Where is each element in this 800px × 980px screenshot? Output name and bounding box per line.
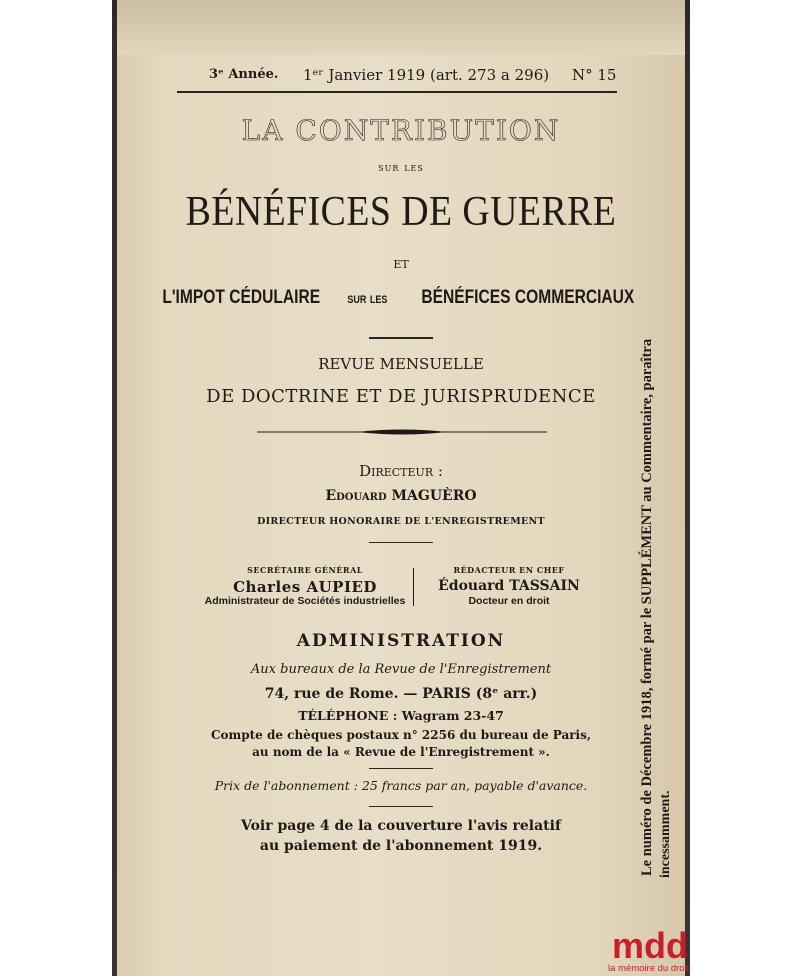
title-impot-cedulaire: L'IMPOT CÉDULAIRE <box>161 287 320 308</box>
mdd-logo-tagline: la mémoire du droit <box>608 963 690 974</box>
short-rule-2 <box>369 542 433 543</box>
administration-bureaux: Aux bureaux de la Revue de l'Enregistrement <box>250 662 552 677</box>
administration-cheques: Compte de chèques postaux n° 2256 du bureau de Paris, <box>210 728 592 742</box>
short-rule-4 <box>369 806 433 807</box>
director-name: Edouard MAGUÈRO <box>325 488 477 504</box>
administration-telephone: TÉLÉPHONE : Wagram 23-47 <box>298 708 504 723</box>
title-contribution: LA CONTRIBUTION <box>241 114 561 147</box>
header-date: 1ᵉʳ Janvier 1919 (art. 273 a 296) <box>303 66 550 84</box>
column-separator <box>413 568 414 606</box>
header-rule <box>177 91 617 93</box>
editor-label: RÉDACTEUR EN CHEF <box>453 565 565 575</box>
short-rule-1 <box>369 337 433 339</box>
subtitle-revue: REVUE MENSUELLE <box>318 355 484 373</box>
director-label: Directeur : <box>359 462 443 480</box>
ornamental-divider <box>257 426 547 438</box>
side-note-line-1: Le numéro de Décembre 1918, formé par le SUPPLÉMENT au Commentaire, paraîtra <box>639 338 655 876</box>
subtitle-doctrine: DE DOCTRINE ET DE JURISPRUDENCE <box>206 386 596 407</box>
secretary-label: SECRÉTAIRE GÉNÉRAL <box>247 565 363 575</box>
editor-role: Docteur en droit <box>468 595 550 607</box>
header-year: 3ᵉ Année. <box>209 67 279 82</box>
side-note <box>635 60 695 880</box>
mdd-logo <box>606 918 696 976</box>
header-number: N° 15 <box>572 66 617 84</box>
notice-line-2: au paiement de l'abonnement 1919. <box>259 838 543 854</box>
administration-address: 74, rue de Rome. — PARIS (8ᵉ arr.) <box>264 686 538 702</box>
editor-name: Édouard TASSAIN <box>438 578 580 594</box>
document-page <box>117 0 685 976</box>
administration-revue: au nom de la « Revue de l'Enregistrement ». <box>252 745 550 759</box>
short-rule-3 <box>369 768 433 769</box>
page-top-shadow <box>117 0 685 55</box>
subscription-price: Prix de l'abonnement : 25 francs par an, payable d'avance. <box>214 778 588 793</box>
title-benefices-commerciaux: BÉNÉFICES COMMERCIAUX <box>421 287 635 308</box>
title-benefices-de-guerre: BÉNÉFICES DE GUERRE <box>185 189 617 235</box>
side-note-line-2: incessamment. <box>658 790 673 878</box>
title-et: ET <box>393 258 409 271</box>
title-sur-les-2: sur les <box>347 290 388 307</box>
secretary-role: Administrateur de Sociétés industrielles <box>204 595 406 607</box>
secretary-name: Charles AUPIED <box>233 578 377 596</box>
title-impot-line <box>117 286 685 309</box>
administration-heading: ADMINISTRATION <box>296 631 506 651</box>
title-sur-les: sur les <box>378 160 424 174</box>
svg-text:mdd: mdd <box>612 925 688 966</box>
director-role: DIRECTEUR HONORAIRE DE L'ENREGISTREMENT <box>257 516 545 527</box>
notice-line-1: Voir page 4 de la couverture l'avis relatif <box>241 818 561 834</box>
